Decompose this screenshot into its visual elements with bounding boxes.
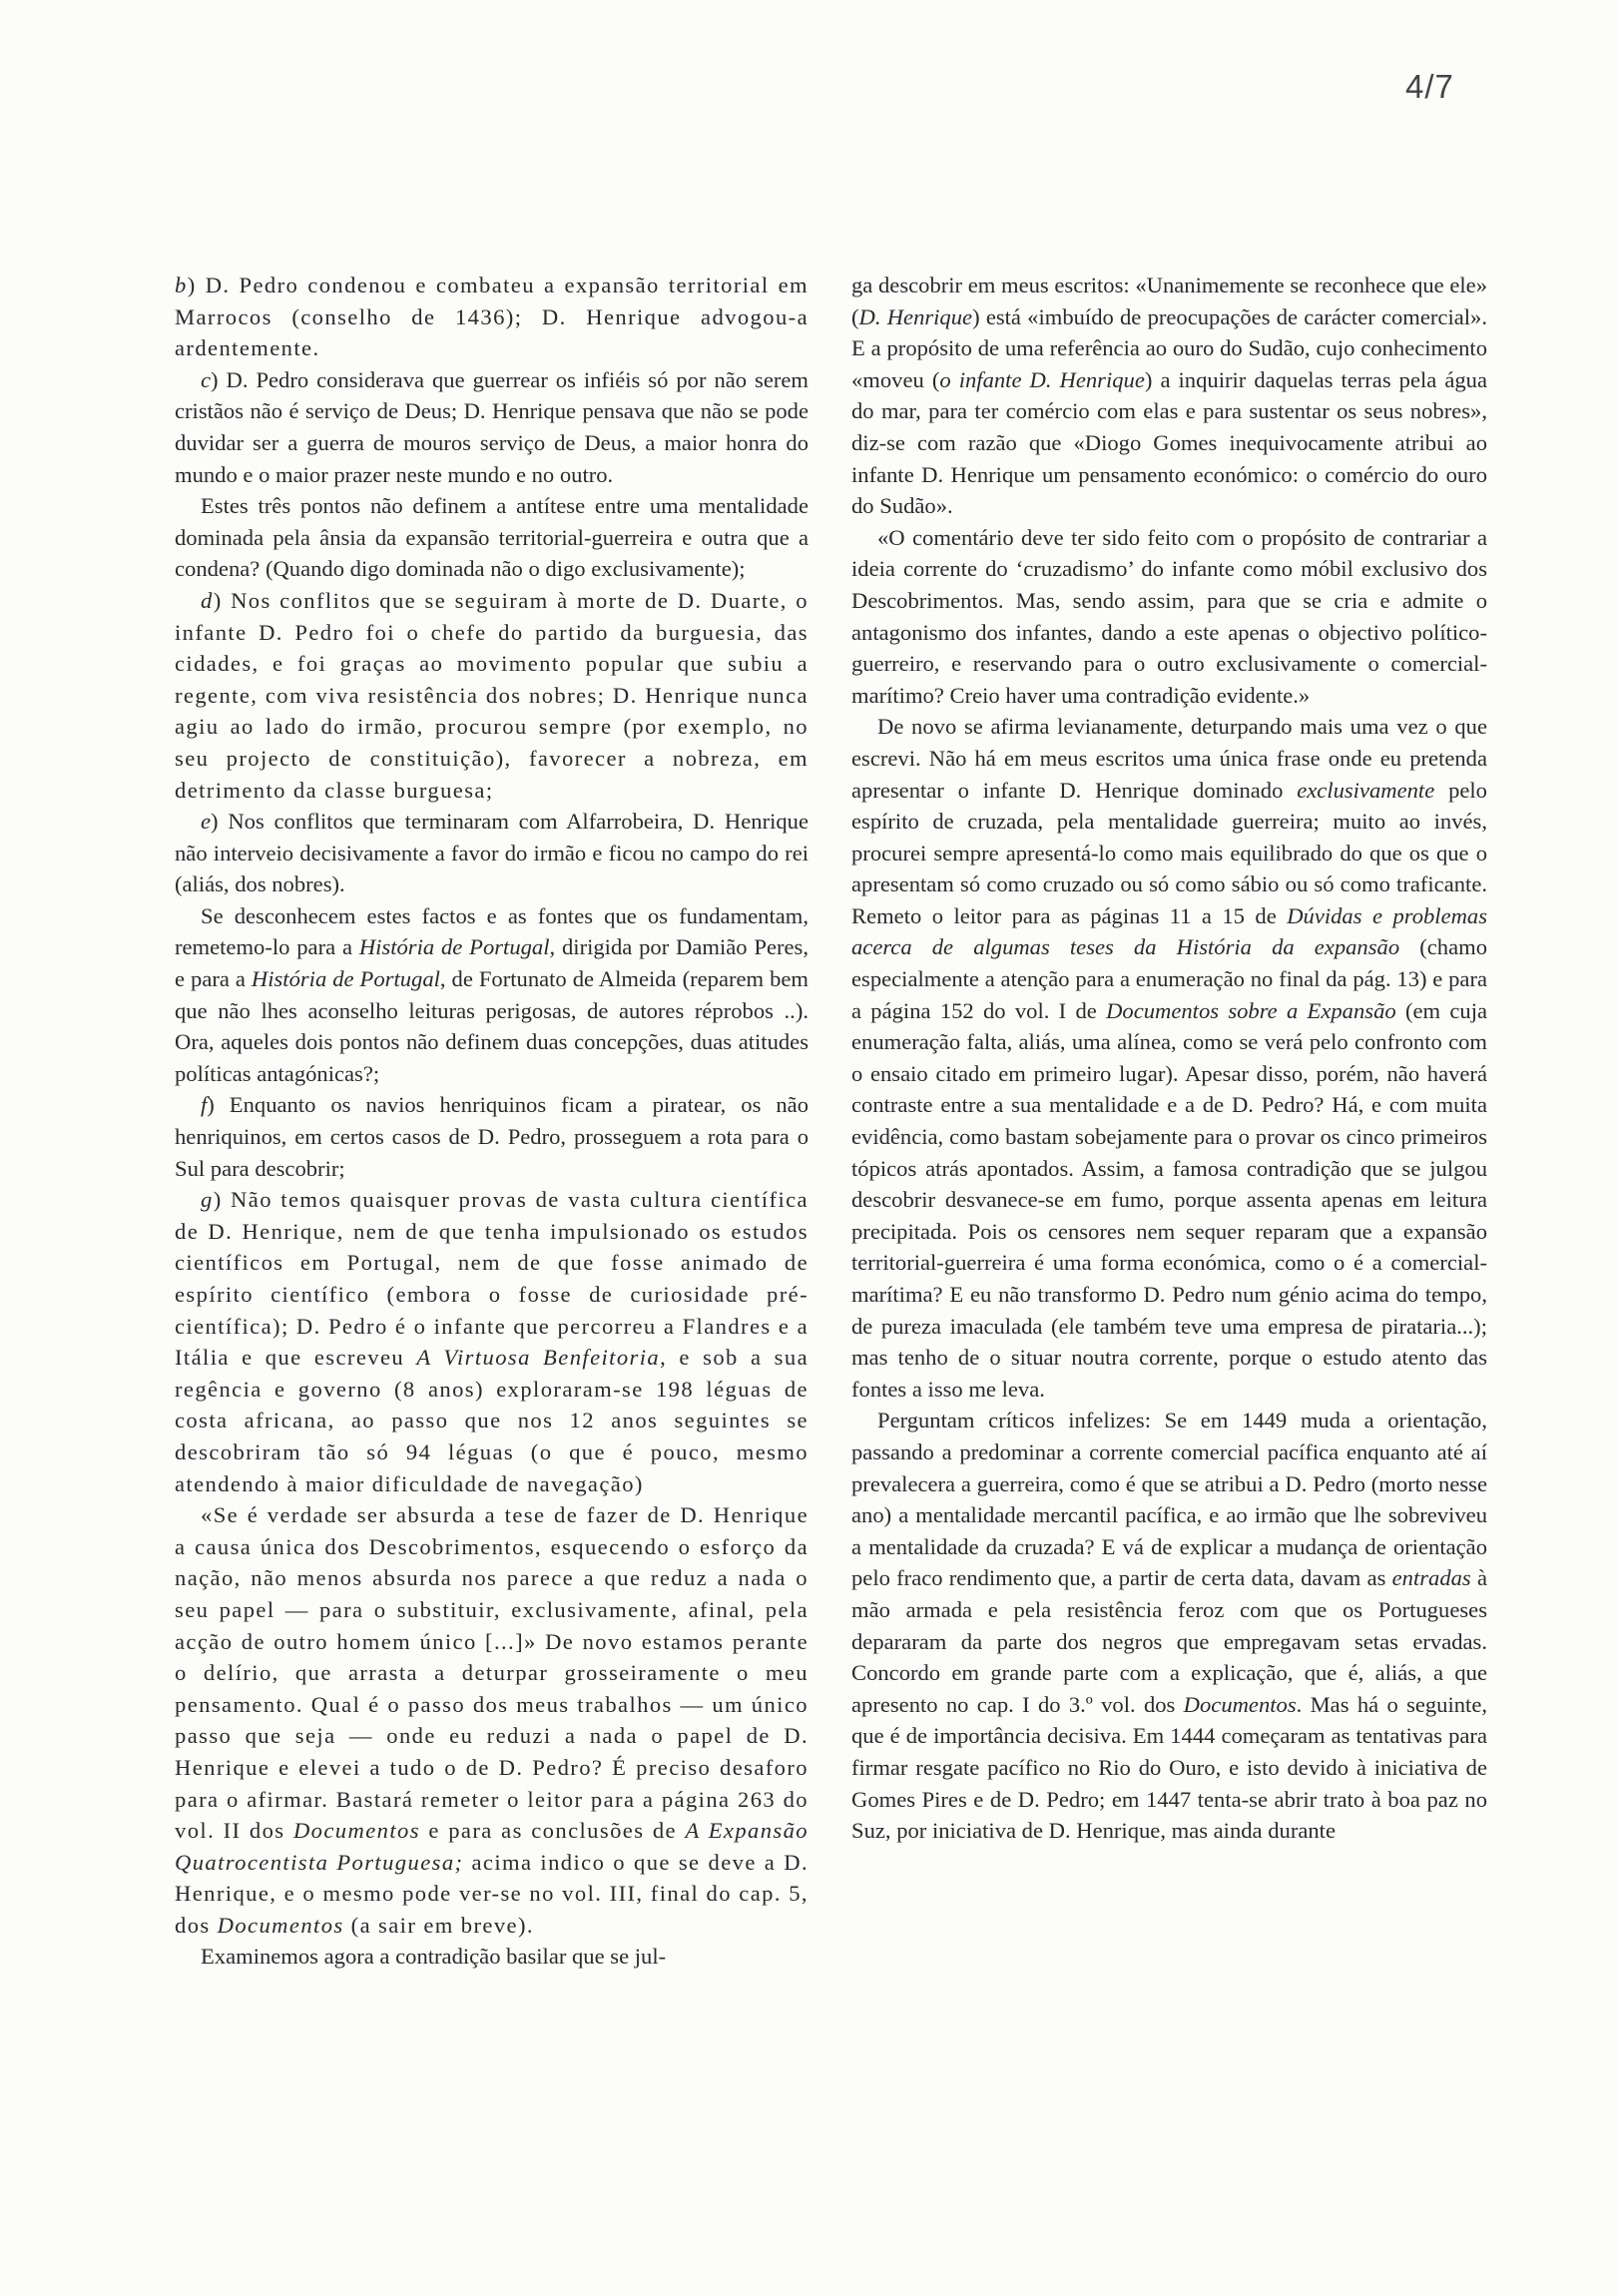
paragraph: b) D. Pedro condenou e combateu a expansão territorial em Marrocos (conselho de 1436); D. Henrique advogou-a ardentemente. bbox=[175, 273, 809, 361]
right-column bbox=[851, 270, 1487, 1847]
paragraph: Examinemos agora a contradição basilar que se jul- bbox=[201, 1944, 667, 1970]
paragraph: d) Nos conflitos que se seguiram à morte de D. Duarte, o infante D. Pedro foi o chefe do partido da burguesia, das cidades, e foi graças ao movimento popular que subiu a regente, com viva resistência dos nobres; D. Henrique nunca agiu ao lado do irmão, procurou sempre (por exemplo, no seu projecto de constituição), favorecer a nobreza, em detrimento da classe burguesa; bbox=[175, 587, 809, 803]
paragraph: De novo se afirma levianamente, deturpando mais uma vez o que escrevi. Não há em meus escritos uma única frase onde eu pretenda apresentar o infante D. Henrique dominado exclusivamente pelo espírito de cruzada, pela mentalidade guerreira; muito ao invés, procurei sempre apresentá-lo como mais equilibrado do que os que o apresentam só como cruzado ou só como sábio ou só como traficante. Remeto o leitor para as páginas 11 a 15 de Dúvidas e problemas acerca de algumas teses da História da expansão (chamo especialmente a atenção para a enumeração no final da pág. 13) e para a página 152 do vol. I de Documentos sobre a Expansão (em cuja enumeração falta, aliás, uma alínea, como se verá pelo confronto com o ensaio citado em primeiro lugar). Apesar disso, porém, não haverá contraste entre a sua mentalidade e a de D. Pedro? Há, e com muita evidência, como bastam sobejamente para o provar os cinco primeiros tópicos atrás apontados. Assim, a famosa contradição que se julgou descobrir desvanece-se em fumo, porque assenta apenas em leitura precipitada. Pois os censores nem sequer reparam que a expansão territorial-guerreira é uma forma económica, como o é a comercial-marítima? E eu não transformo D. Pedro num génio acima do tempo, de pureza imaculada (ele também teve uma empresa de pirataria...); mas tenho de o situar noutra corrente, porque o estudo atento das fontes a isso me leva. bbox=[851, 714, 1487, 1402]
paragraph: c) D. Pedro considerava que guerrear os infiéis só por não serem cristãos não é serviço de Deus; D. Henrique pensava que não se pode duvidar ser a guerra de mouros serviço de Deus, a maior honra do mundo e o maior prazer neste mundo e no outro. bbox=[175, 366, 809, 487]
paragraph: f) Enquanto os navios henriquinos ficam a piratear, os não henriquinos, em certos casos de D. Pedro, prosseguem a rota para o Sul para descobrir; bbox=[175, 1092, 809, 1181]
page-number: 4/7 bbox=[1405, 68, 1454, 105]
paragraph: Se desconhecem estes factos e as fontes que os fundamentam, remetemo-lo para a História de Portugal, dirigida por Damião Peres, e para a História de Portugal, de Fortunato de Almeida (reparem bem que não lhes aconselho leituras perigosas, de autores réprobos ..). Ora, aqueles dois pontos não definem duas concepções, duas atitudes políticas antagónicas?; bbox=[175, 902, 809, 1086]
left-column bbox=[175, 270, 809, 1973]
paragraph: «O comentário deve ter sido feito com o propósito de contrariar a ideia corrente do ‘cruzadismo’ do infante como móbil exclusivo dos Descobrimentos. Mas, sendo assim, para que se cria e admite o antagonismo dos infantes, dando a este apenas o objectivo político-guerreiro, e reservando para o outro exclusivamente o comercial-marítimo? Creio haver uma contradição evidente.» bbox=[851, 524, 1487, 708]
paragraph: Perguntam críticos infelizes: Se em 1449 muda a orientação, passando a predominar a corrente comercial pacífica enquanto até aí prevalecera a guerreira, como é que se atribui a D. Pedro (morto nesse ano) a mentalidade mercantil pacífica, e ao irmão que lhe sobreviveu a mentalidade da cruzada? E vá de explicar a mudança de orientação pelo fraco rendimento que, a partir de certa data, davam as entradas à mão armada e pela resistência feroz com que os Portugueses depararam da parte dos negros que empregavam setas ervadas. Concordo em grande parte com a explicação, que é, aliás, a que apresento no cap. I do 3.º vol. dos Documentos. Mas há o seguinte, que é de importância decisiva. Em 1444 começaram as tentativas para firmar resgate pacífico no Rio do Ouro, e isto devido à iniciativa de Gomes Pires e de D. Pedro; em 1447 tenta-se abrir trato à boa paz no Suz, por iniciativa de D. Henrique, mas ainda durante bbox=[851, 1408, 1488, 1844]
paragraph: «Se é verdade ser absurda a tese de fazer de D. Henrique a causa única dos Descobrimentos, esquecendo o esforço da nação, não menos absurda nos parece a que reduz a nada o seu papel — para o substituir, exclusivamente, afinal, pela acção de outro homem único [...]» De novo estamos perante o delírio, que arrasta a deturpar grosseiramente o meu pensamento. Qual é o passo dos meus trabalhos — um único passo que seja — onde eu reduzi a nada o papel de D. Henrique e elevei a tudo o de D. Pedro? É preciso desaforo para o afirmar. Bastará remeter o leitor para a página 263 do vol. II dos Documentos e para as conclusões de A Expansão Quatrocentista Portuguesa; acima indico o que se deve a D. Henrique, e o mesmo pode ver-se no vol. III, final do cap. 5, dos Documentos (a sair em breve). bbox=[175, 1502, 809, 1938]
paragraph: e) Nos conflitos que terminaram com Alfarrobeira, D. Henrique não interveio decisivamente a favor do irmão e ficou no campo do rei (aliás, dos nobres). bbox=[175, 809, 809, 897]
paragraph: g) Não temos quaisquer provas de vasta cultura científica de D. Henrique, nem de que tenha impulsionado os estudos científicos em Portugal, nem de que fosse animado de espírito científico (embora o fosse de curiosidade pré-científica); D. Pedro é o infante que percorreu a Flandres e a Itália e que escreveu A Virtuosa Benfeitoria, e sob a sua regência e governo (8 anos) exploraram-se 198 léguas de costa africana, ao passo que nos 12 anos seguintes se descobriram tão só 94 léguas (o que é pouco, mesmo atendendo à maior dificuldade de navegação) bbox=[175, 1187, 809, 1496]
paragraph: ga descobrir em meus escritos: «Unanimemente se reconhece que ele» (D. Henrique) está «imbuído de preocupações de carácter comercial». E a propósito de uma referência ao ouro do Sudão, cujo conhecimento «moveu (o infante D. Henrique) a inquirir daquelas terras pela água do mar, para ter comércio com elas e para sustentar os seus nobres», diz-se com razão que «Diogo Gomes inequivocamente atribui ao infante D. Henrique um pensamento económico: o comércio do ouro do Sudão». bbox=[851, 273, 1487, 519]
paragraph: Estes três pontos não definem a antítese entre uma mentalidade dominada pela ânsia da expansão territorial-guerreira e outra que a condena? (Quando digo dominada não o digo exclusivamente); bbox=[175, 493, 809, 582]
